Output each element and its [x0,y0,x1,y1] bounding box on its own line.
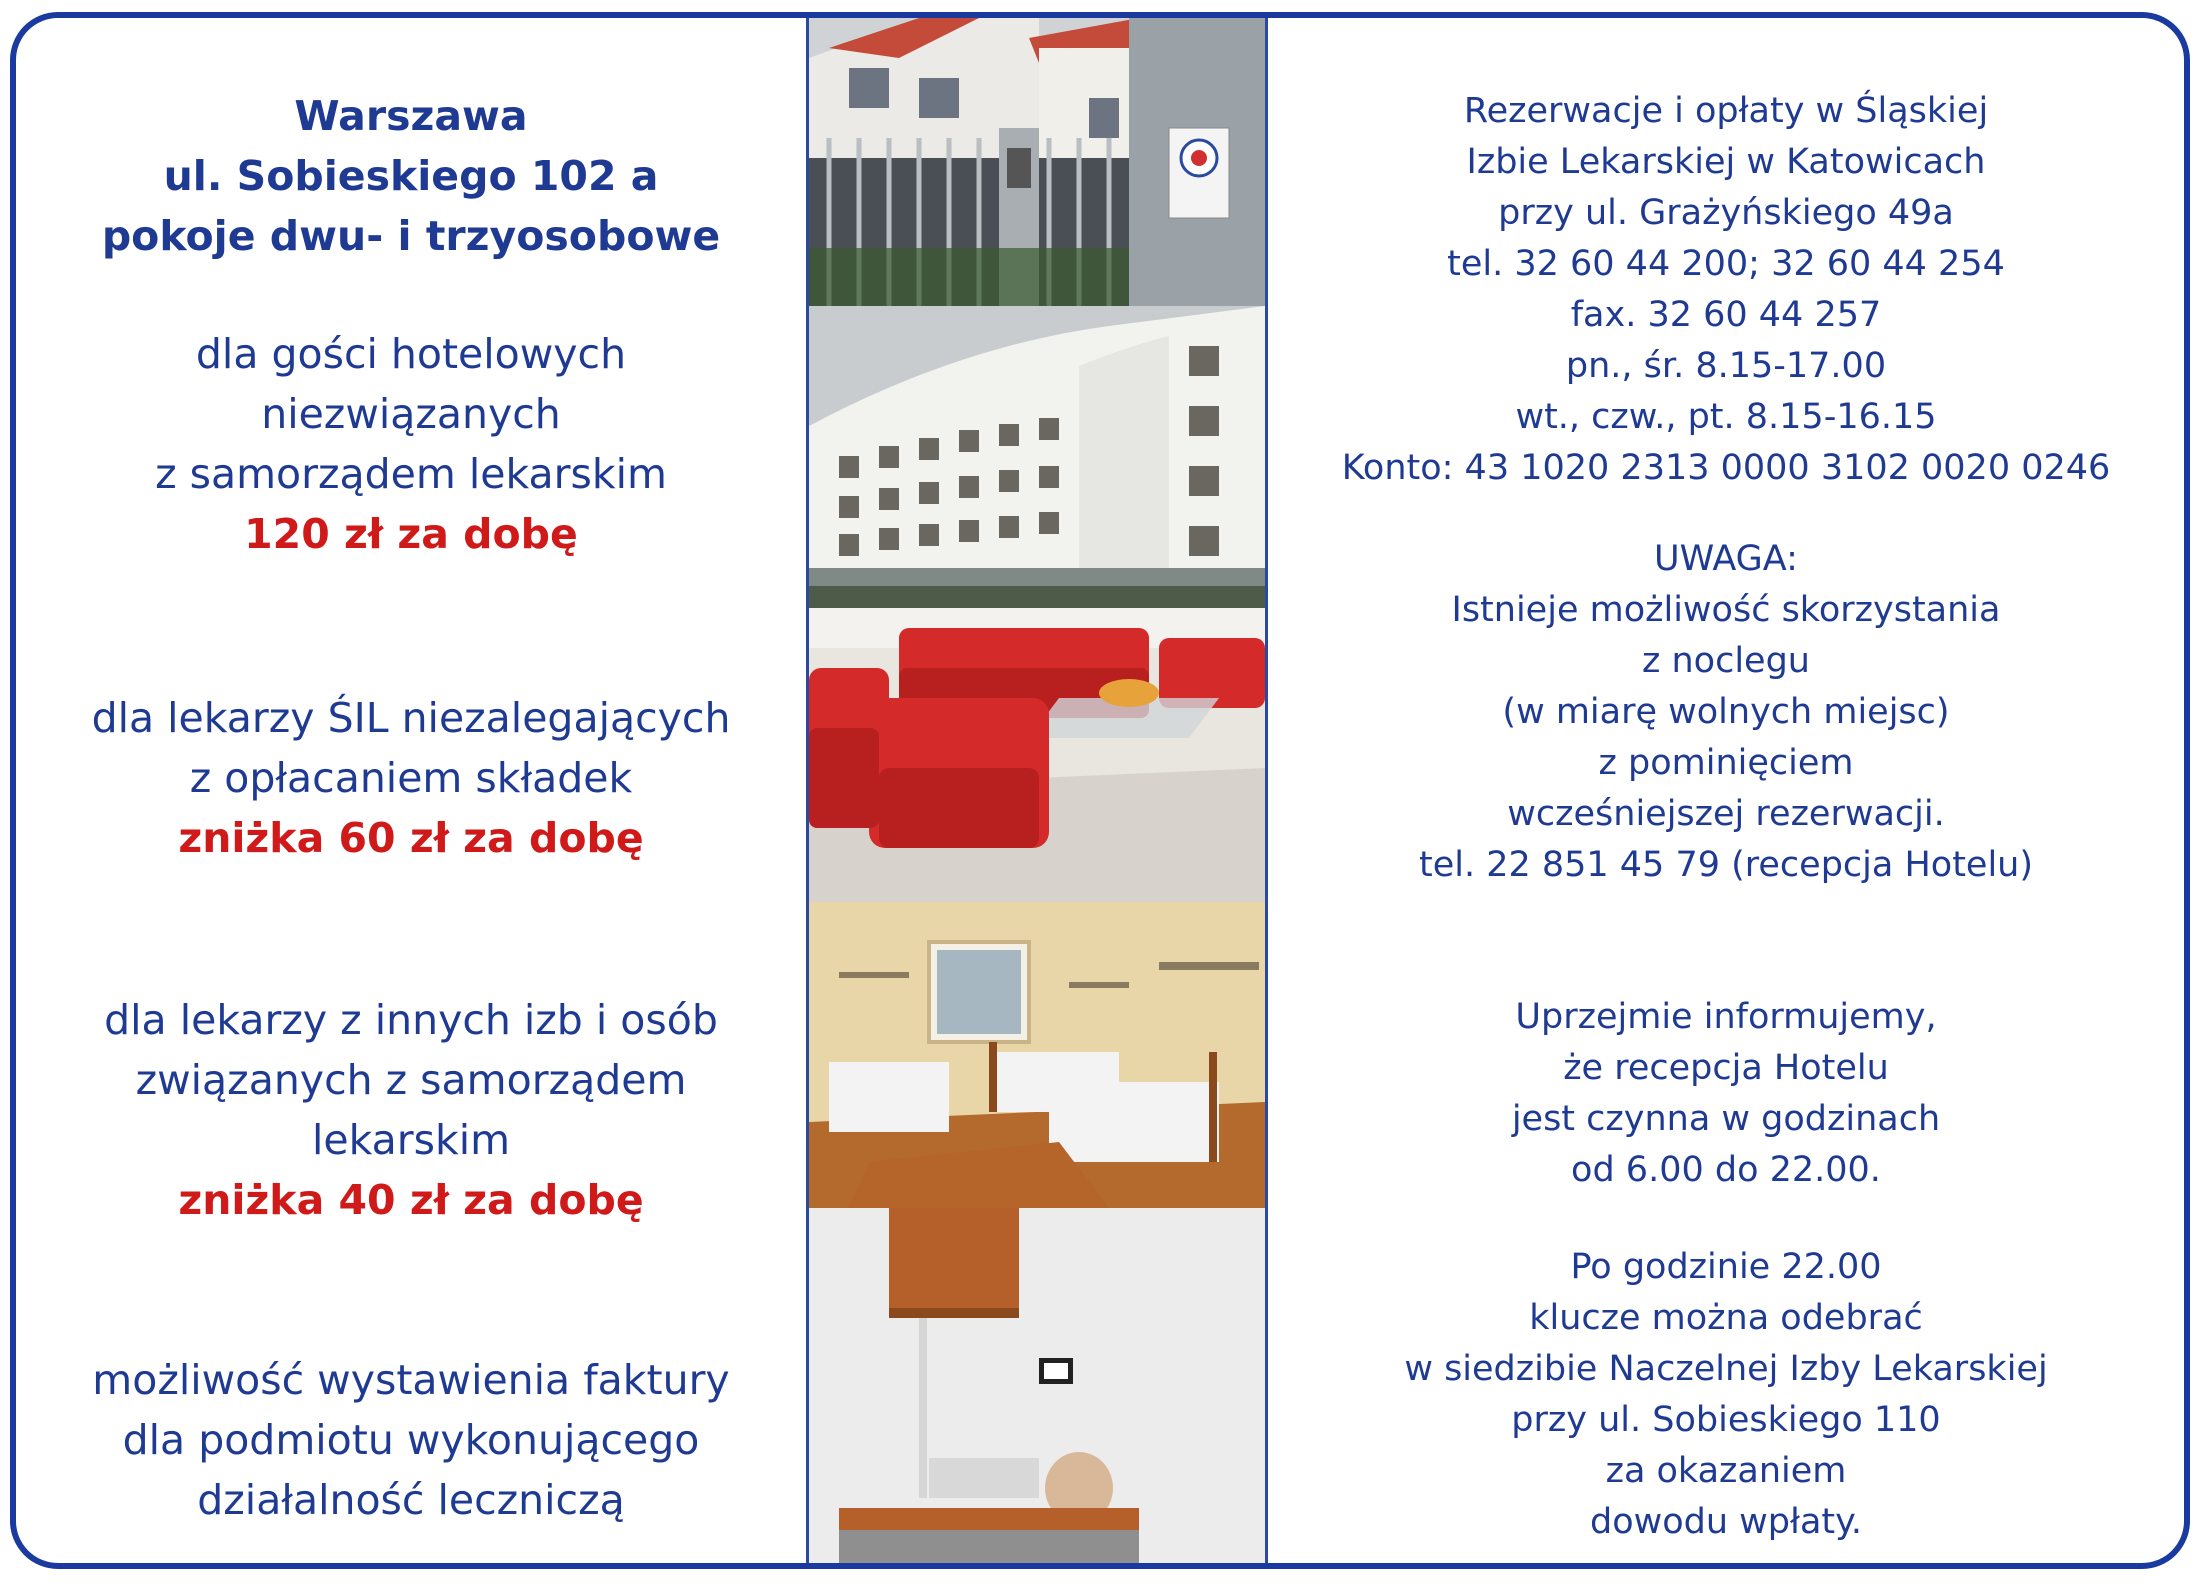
offer-line: dla gości hotelowych [195,330,627,378]
offer-other-doctors [16,990,806,1230]
offer-invoice [16,1350,806,1530]
reception-line: Uprzejmie informujemy, [1515,997,1937,1037]
reception-info [1268,992,2184,1196]
keys-line: przy ul. Sobieskiego 110 [1511,1400,1941,1440]
offer-line: działalność leczniczą [197,1476,625,1524]
reservation-fax: fax. 32 60 44 257 [1570,295,1882,335]
offer-line: z opłacaniem składek [189,754,633,802]
reception-line: że recepcja Hotelu [1563,1048,1889,1088]
keys-line: dowodu wpłaty. [1589,1502,1862,1542]
reception-hours: od 6.00 do 22.00. [1571,1150,1881,1190]
photo-bedroom [809,902,1265,1208]
notice-line: wcześniejszej rezerwacji. [1507,794,1945,834]
reservation-phone: tel. 32 60 44 200; 32 60 44 254 [1447,244,2005,284]
offer-line: dla lekarzy ŚIL niezalegających [91,694,731,742]
reservation-hours: wt., czw., pt. 8.15-16.15 [1515,397,1937,437]
keys-line: za okazaniem [1605,1451,1847,1491]
reservation-info [1268,86,2184,494]
offer-line: dla lekarzy z innych izb i osób [104,996,718,1044]
notice-title: UWAGA: [1654,539,1798,579]
keys-line: klucze można odebrać [1529,1298,1923,1338]
notice-line: z pominięciem [1598,743,1854,783]
offer-price: zniżka 60 zł za dobę [178,814,644,862]
photo-entrance [809,18,1265,306]
offer-line: związanych z samorządem [135,1056,687,1104]
keys-line: w siedzibie Naczelnej Izby Lekarskiej [1404,1349,2048,1389]
keys-info [1268,1242,2184,1548]
hotel-info-card [10,12,2190,1569]
notice-phone: tel. 22 851 45 79 (recepcja Hotelu) [1418,845,2034,885]
offer-price: zniżka 40 zł za dobę [178,1176,644,1224]
notice-line: Istnieje możliwość skorzystania [1451,590,2001,630]
city: Warszawa [294,92,528,140]
room-types: pokoje dwu- i trzyosobowe [101,212,721,260]
notice-line: z noclegu [1642,641,1810,681]
notice-line: (w miarę wolnych miejsc) [1502,692,1950,732]
offer-line: dla podmiotu wykonującego [122,1416,700,1464]
offer-sil-doctors [16,688,806,868]
reservation-hours: pn., śr. 8.15-17.00 [1565,346,1887,386]
photo-strip [806,18,1268,1563]
reception-line: jest czynna w godzinach [1511,1099,1941,1139]
bank-account: Konto: 43 1020 2313 0000 3102 0020 0246 [1341,448,2111,488]
offer-line: lekarskim [311,1116,511,1164]
photo-lobby [809,608,1265,902]
offers-column [16,18,806,1563]
address: ul. Sobieskiego 102 a [163,152,659,200]
notice-info [1268,534,2184,891]
photo-building [809,306,1265,608]
info-column [1268,18,2184,1563]
reservation-line: Rezerwacje i opłaty w Śląskiej [1463,91,1989,131]
offer-line: z samorządem lekarskim [155,450,667,498]
hotel-header [16,86,806,266]
offer-hotel-guests [16,324,806,564]
photo-reception [809,1208,1265,1569]
reservation-line: Izbie Lekarskiej w Katowicach [1466,142,1986,182]
keys-line: Po godzinie 22.00 [1570,1247,1882,1287]
reservation-line: przy ul. Grażyńskiego 49a [1498,193,1954,233]
offer-line: niezwiązanych [261,390,561,438]
offer-price: 120 zł za dobę [244,510,578,558]
offer-line: możliwość wystawienia faktury [92,1356,730,1404]
